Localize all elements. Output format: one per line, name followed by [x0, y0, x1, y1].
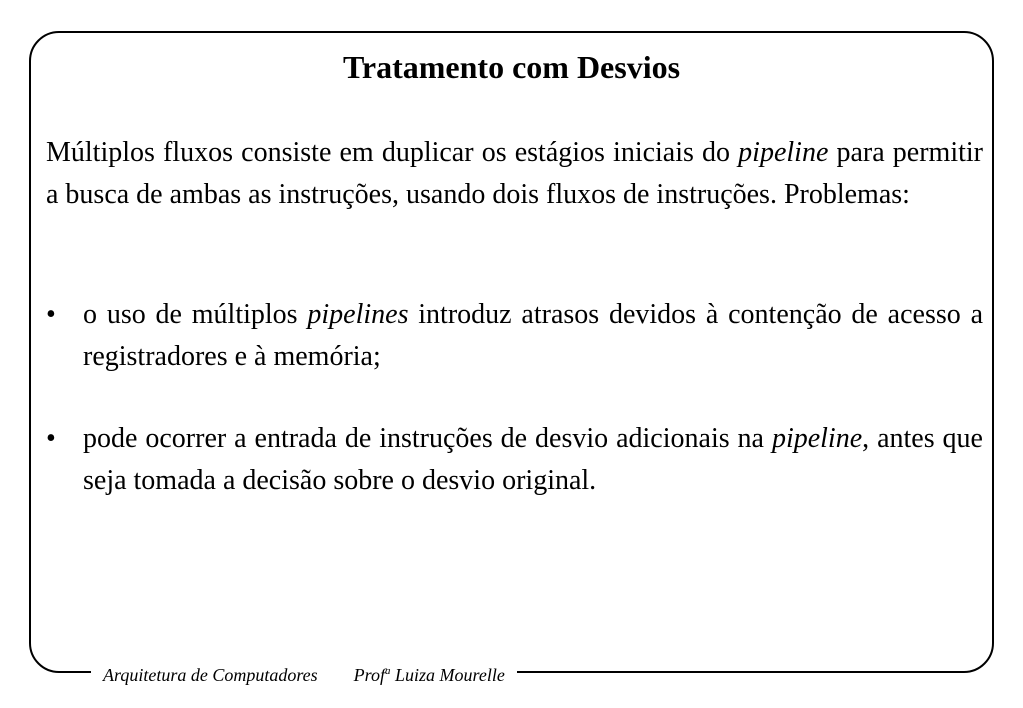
bullet-term-pipelines: pipelines: [307, 299, 409, 330]
slide-title: Tratamento com Desvios: [342, 49, 681, 85]
bullet-item-2: [46, 418, 983, 502]
bullet-text: [83, 418, 983, 502]
bullet-text-end: , antes que seja tomada a decisão sobre o desvio original.: [83, 423, 983, 496]
bullet-marker: •: [46, 423, 56, 454]
footer-author-prefix: Prof: [353, 664, 385, 685]
intro-paragraph: [46, 132, 983, 216]
footer-author: [354, 665, 505, 686]
slide-footer: [91, 662, 517, 688]
bullet-text: [83, 294, 983, 378]
footer-course: Arquitetura de Computadores: [103, 664, 318, 685]
intro-term-pipeline: pipeline: [738, 137, 829, 168]
bullet-text-start: o uso de múltiplos: [83, 299, 308, 330]
bullet-term-pipeline: pipeline: [771, 423, 863, 454]
intro-text-start: Múltiplos fluxos consiste em duplicar os estágios iniciais do: [46, 137, 739, 168]
footer-author-sup: a: [385, 664, 391, 677]
intro-text-end: para permitir a busca de ambas as instruções, usando dois fluxos de instruções. Problemas:: [46, 137, 983, 210]
bullet-marker: •: [46, 299, 56, 330]
bullet-item-1: [46, 294, 983, 378]
bullet-text-start: pode ocorrer a entrada de instruções de desvio adicionais na: [83, 423, 772, 454]
bullet-text-end: introduz atrasos devidos à contenção de acesso a registradores e à memória;: [83, 299, 983, 372]
footer-author-name: Luiza Mourelle: [390, 664, 505, 685]
